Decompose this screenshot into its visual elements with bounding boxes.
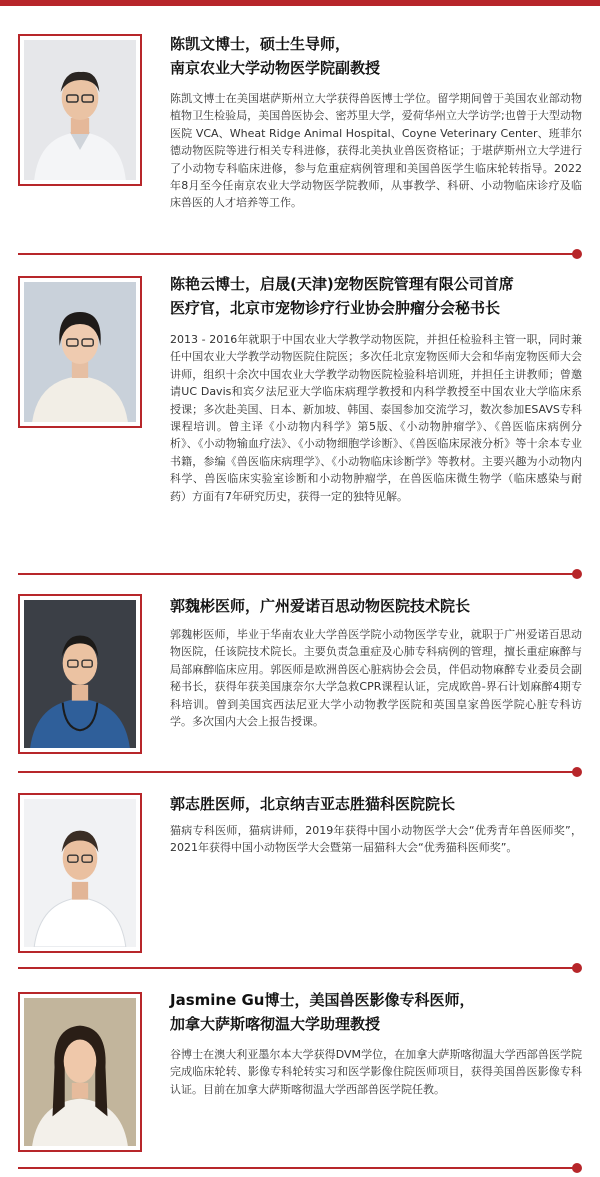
section-divider [18, 771, 574, 773]
expert-bio-4: 猫病专科医师，猫病讲师，2019年获得中国小动物医学大会“优秀青年兽医师奖”，2021年获得中国小动物医学大会暨第一届猫科大会“优秀猫科医师奖”。 [170, 824, 582, 855]
section-divider [18, 253, 574, 255]
expert-bio-1: 陈凯文博士在美国堪萨斯州立大学获得兽医博士学位。留学期间曾于美国农业部动物植物卫生检验局，美国兽医协会、密苏里大学，爱荷华州立大学访学;也曾于大型动物医院 VCA、Wheat Ridge Animal Hospital、Coyne Veterinary Center、班菲尔德动物医院等进行相关专科进修，获得北美执业兽医资格证；于堪萨斯州立大学进行了小动物专科临床进修，参与危重症病例管理和美国兽医学生临床轮转指导。2022年8月至今任南京农业大学动物医学院教师，从事教学、科研、小动物临床诊疗及临床兽医的人才培养等工作。 [170, 92, 582, 210]
expert-name-4 [170, 792, 584, 816]
expert-name-line: 南京农业大学动物医学院副教授 [170, 59, 381, 77]
expert-name-line: 陈凯文博士，硕士生导师， [170, 35, 351, 53]
expert-name-3 [170, 594, 584, 618]
expert-name-line: 郭魏彬医师，广州爱诺百思动物医院技术院长 [170, 597, 471, 615]
expert-name-5 [170, 988, 584, 1036]
expert-bio-3: 郭魏彬医师，毕业于华南农业大学兽医学院小动物医学专业，就职于广州爱诺百思动物医院，任该院技术院长。主要负责急重症及心肺专科病例的管理，擅长重症麻醉与局部麻醉临床应用。郭医师是欧洲兽医心脏病协会会员，伴侣动物麻醉专业委员会副秘书长，获得年获美国康奈尔大学急救CPR课程认证，完成欧兽-界石计划麻醉4期专科培训。曾到美国宾西法尼亚大学小动物教学医院和英国皇家兽医学院心脏专科访学。多次国内大会上报告授课。 [170, 628, 582, 729]
expert-photo-4 [18, 793, 142, 953]
expert-name-line: 医疗官，北京市宠物诊疗行业协会肿瘤分会秘书长 [170, 299, 501, 317]
expert-name-1 [170, 32, 584, 80]
top-accent-bar [0, 0, 600, 6]
expert-photo-5 [18, 992, 142, 1152]
expert-name-line: 加拿大萨斯喀彻温大学助理教授 [170, 1015, 381, 1033]
expert-name-line: 郭志胜医师，北京纳吉亚志胜猫科医院院长 [170, 795, 456, 813]
expert-bio-2: 2013 - 2016年就职于中国农业大学教学动物医院，并担任检验科主管一职，同时兼任中国农业大学教学动物医院住院医；多次任北京宠物医师大会和华南宠物医师大会讲师，组织十余次中国农业大学教学动物医院检验科培训班，并担任主讲教师；曾邀请UC Davis和宾夕法尼亚大学临床病理学教授和内科学教授至中国农业大学临床系授课；多次赴美国、日本、新加坡、韩国、泰国参加交流学习，数次参加ESAVS专科课程培训。曾主译《小动物内科学》第5版、《小动物肿瘤学》、《兽医临床病例分析》、《小动物输血疗法》、《小动物细胞学诊断》、《兽医临床尿液分析》等十余本专业书籍，参编《兽医临床病理学》、《小动物临床诊断学》等教材。主要兴趣为小动物内科学、兽医临床实验室诊断和小动物肿瘤学，在兽医临床微生物学（临床感染与耐药）方面有7年研究历史，获得一定的独特见解。 [170, 333, 582, 503]
expert-photo-2 [18, 276, 142, 428]
section-divider [18, 573, 574, 575]
expert-photo-1 [18, 34, 142, 186]
expert-bio-5: 谷博士在澳大利亚墨尔本大学获得DVM学位，在加拿大萨斯喀彻温大学西部兽医学院完成临床轮转、影像专科轮转实习和医学影像住院医师项目，获得美国兽医影像专科认证。目前在加拿大萨斯喀彻温大学西部兽医学院任教。 [170, 1048, 582, 1096]
expert-name-line: 陈艳云博士，启晟(天津)宠物医院管理有限公司首席 [170, 275, 514, 293]
expert-name-2 [170, 272, 584, 320]
section-divider [18, 1167, 574, 1169]
expert-photo-3 [18, 594, 142, 754]
section-divider [18, 967, 574, 969]
expert-name-line: Jasmine Gu博士，美国兽医影像专科医师， [170, 991, 475, 1009]
